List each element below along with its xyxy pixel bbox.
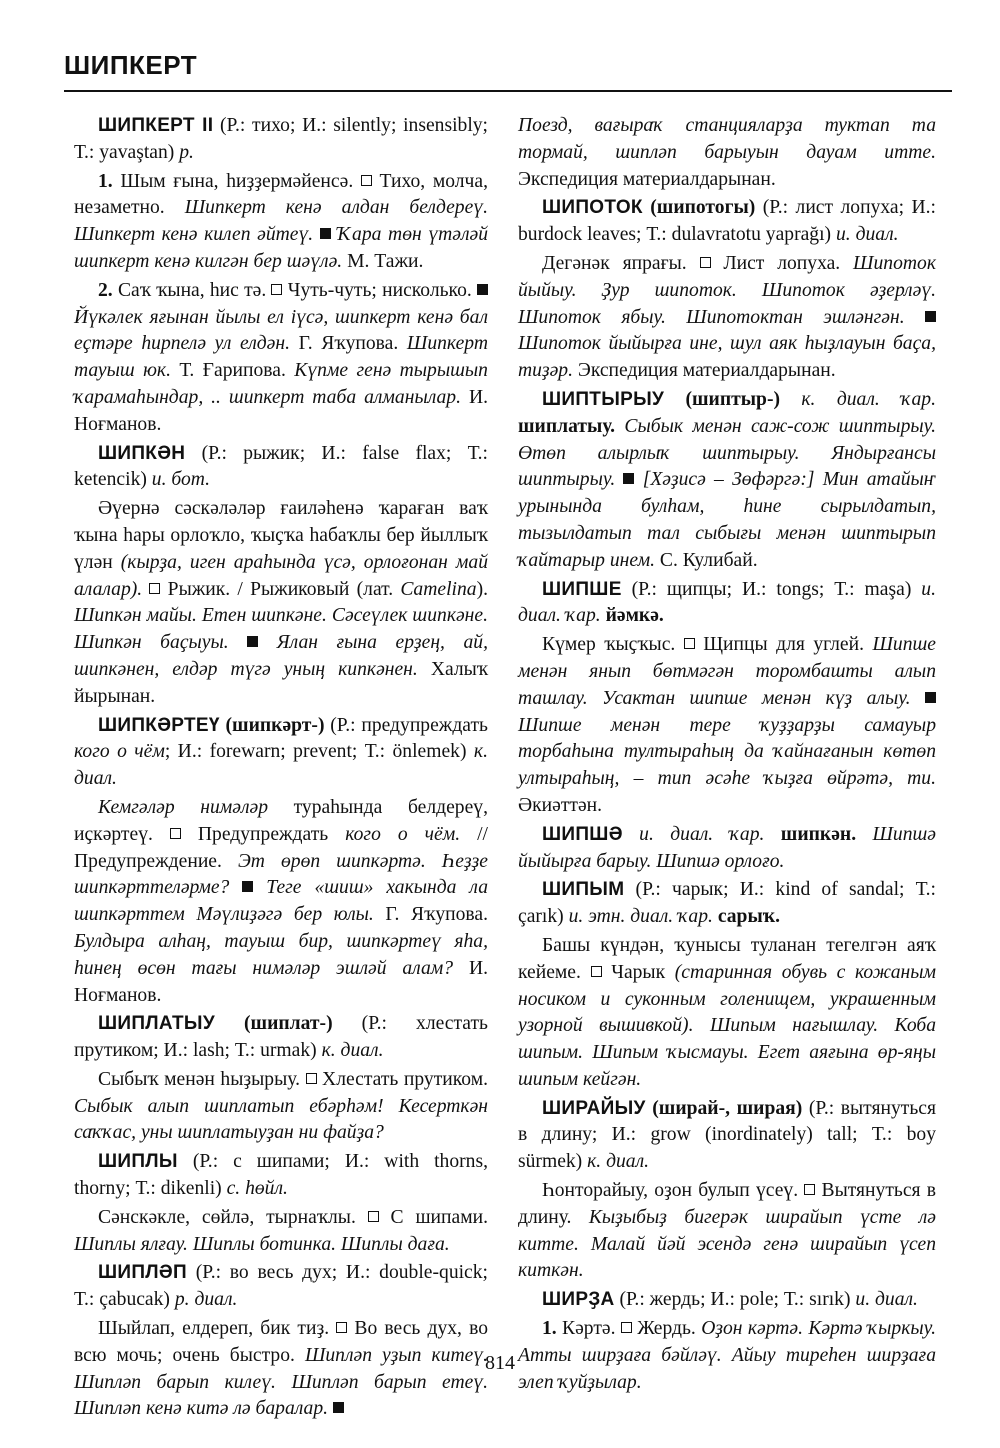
translation-marker-icon xyxy=(684,638,695,649)
entry-shiptyryu: ШИПТЫРЫУ (шиптыр-) к. диал. ҡар. шиплатыу. Сыбык менән саж-сож шиптырыу. Өтөп алырлыҡ шиптырыу. Яндырғансы шиптырыу. [Хәҙисә – Зөфәргә:] Мин атайыҥ урынында булһам, һине сырылдатып, тызылдатып тал сыбығы менән шиптырып ҡайтарыр инем. С. Кулибай. xyxy=(518,388,936,571)
definition: Кемгәләр нимәләр тураһында белдереү, иҫкәртеү. Предупреждать кого о чём. // Предупреждение. Эт өрөп шипкәртә. Һеҙҙе шипкәрттеләрме? Теге «шиш» хакында ла шипкәрттем Мәүлиҙәгә бер юлы. Г. Яҡупова. Булдыра алһаң, тауыш бир, шипкәртеү яһа, һинең өсөн тағы нимәләр эшләй алам? И. Ноғманов. xyxy=(74,796,489,1006)
translation-marker-icon xyxy=(700,257,711,268)
entry-shipshe-2: ШИПШӘ и. диал. ҡар. шипкән. Шипшә йыйырға барыу. Шипшә орлоғо. xyxy=(518,823,936,872)
translation-marker-icon xyxy=(591,966,602,977)
running-head xyxy=(64,48,952,92)
quotation-marker-icon xyxy=(477,284,488,295)
headword: ШИПЛАТЫУ xyxy=(98,1013,215,1035)
translation-marker-icon xyxy=(271,284,282,295)
headword: ШИПКӘРТЕҮ xyxy=(98,714,220,736)
quotation-marker-icon xyxy=(623,473,634,484)
headword: ШИРҘА xyxy=(542,1289,615,1311)
translation-marker-icon xyxy=(361,175,372,186)
left-column xyxy=(74,113,488,1425)
sense-2: 2. Саҡ ҡына, һис тә. Чуть-чуть; нисколько. Йүкәлек яғынан йылы ел іүсә, шипкерт кенә бал еҫтәре һирпелә ул елдән. Г. Яҡупова. Шипкерт тауыш юк. Т. Ғарипова. Күпме генә тырышып ҡарамаһындар, .. шипкерт таба алманылар. И. Ноғманов. xyxy=(74,279,488,435)
entry-shiplatyu: ШИПЛАТЫУ (шиплат-) (Р.: хлестать прутиком; И.: lash; Т.: urmak) к. диал. xyxy=(74,1013,488,1062)
definition: Сыбыҡ менән һыҙырыу. Хлестать прутиком. Сыбык алып шиплатып ебәрһәм! Кесерткән саҡҡас, уны шиплатыуҙан ни файҙа? xyxy=(74,1068,488,1144)
definition: Сәнскәкле, сөйлә, тырнаҡлы. С шипами. Шиплы ялғау. Шиплы ботинка. Шиплы даға. xyxy=(74,1206,489,1255)
translation-marker-icon xyxy=(368,1211,379,1222)
definition: Шыйлап, елдереп, бик тиҙ. Во весь дух, во всю мочь; очень быстро. Шипләп уҙып китеү. Шипләп барып килеү. Шипләп барып етеү. Шипләп кенә китә лә баралар. xyxy=(74,1318,488,1420)
headword: ШИПТЫРЫУ xyxy=(542,388,665,410)
quotation-marker-icon xyxy=(247,636,258,647)
entry-shipym: ШИПЫМ (Р.: чарык; И.: kind of sandal; Т.: çarık) и. этн. диал. ҡар. сарыҡ. xyxy=(518,879,936,928)
headword: ШИРАЙЫУ xyxy=(542,1097,646,1119)
quotation-marker-icon xyxy=(925,311,936,322)
headword: ШИПЛЫ xyxy=(98,1151,178,1173)
translation-marker-icon xyxy=(306,1073,317,1084)
sense-1: 1. Кәртә. Жердь. Оҙон кәртә. Кәртә ҡыркыу. Атты ширҙаға бәйләү. Айыу тиреһен ширҙаға элеп ҡуйҙылар. xyxy=(518,1318,936,1393)
headword: ШИПКӘН xyxy=(98,442,186,464)
translation-marker-icon xyxy=(804,1184,815,1195)
right-column xyxy=(518,113,936,1398)
headword: ШИПКЕРТ II xyxy=(98,115,214,136)
sense-1: 1. Шым ғына, һиҙҙермәйенсә. Тихо, молча, незаметно. Шипкерт кенә алдан белдереү. Шипкерт кенә килеп әйтеү. Ҡара төн үтәләй шипкерт кенә килгән бер шәүлә. М. Тажи. xyxy=(74,170,488,272)
entry-shirza: ШИРҘА (Р.: жердь; И.: pole; Т.: sırık) и. диал. xyxy=(542,1289,918,1311)
headword: ШИПОТОК xyxy=(542,197,643,219)
quotation-marker-icon xyxy=(333,1402,344,1413)
translation-marker-icon xyxy=(170,828,181,839)
entry-shiplep: ШИПЛӘП (Р.: во весь дух; И.: double-quick; Т.: çabucak) р. диал. xyxy=(74,1262,488,1311)
entry-shipkert: ШИПКЕРТ II (Р.: тихо; И.: silently; insensibly; Т.: yavaştan) р. xyxy=(74,115,488,163)
headword: ШИПЛӘП xyxy=(98,1262,187,1284)
page-number: 814 xyxy=(485,1352,515,1374)
definition: Һонторайыу, оҙон булып үсеү. Вытянуться в длину. Кыҙыбыҙ бигерәк ширайып үсте лә китте. Малай йәй эсендә генә ширайып үсеп киткән. xyxy=(518,1180,936,1282)
definition: Күмер ҡыҫҡыс. Щипцы для углей. Шипше менән янып бөтмәгән торомбашты алып ташлау. Усактан шипше менән күҙ алыу. Шипше менән тере ҡуҙҙарҙы самауыр торбаһына тултыраһың да ҡайнағанын көтөп ултыраһың, – тип әсәһе ҡыҙға өйрәтә, ти. Әкиәттән. xyxy=(518,634,937,816)
headword: ШИПЫМ xyxy=(542,879,625,901)
translation-marker-icon xyxy=(149,583,160,594)
quotation-continued: Поезд, вағыраҡ станцияларҙа туктап та тормай, шипләп барыуын дауам итте. Экспедиция материалдарынан. xyxy=(518,115,936,190)
entry-shipotok: ШИПОТОК (шипотогы) (Р.: лист лопуха; И.: burdock leaves; Т.: dulavratotu yaprağı) и. диал. xyxy=(518,197,936,246)
quotation-marker-icon xyxy=(320,228,331,239)
quotation-marker-icon xyxy=(925,692,936,703)
quotation-marker-icon xyxy=(242,881,253,892)
definition: Башы күндән, ҡунысы туланан тегелгән аяҡ кейеме. Чарык (старинная обувь с кожаным носиком и суконным голенищем, украшенным узорной вышивкой). Шипым нағышлау. Коба шипым. Шипым ҡысмауы. Егет аяғына өр-яңы шипым кейгән. xyxy=(518,934,937,1090)
definition: Дегәнәк япрағы. Лист лопуха. Шипоток йыйыу. Ҙур шипоток. Шипоток әҙерләү. Шипоток ябыу. Шипотоктан эшләнгән. Шипоток йыйырға ине, шул аяк һыҙлауын баҫа, тиҙәр. Экспедиция материалдарынан. xyxy=(518,252,936,382)
translation-marker-icon xyxy=(336,1322,347,1333)
definition: Әүернә сәскәләләр ғаиләһенә ҡараған ваҡ ҡына һары орлоҡло, ҡыҫҡа һабаҡлы бер йыллыҡ үлән (кырҙа, иген араһында үсә, орлоғонан май алалар). Рыжик. / Рыжиковый (лат. Camelina). Шипкән майы. Етен шипкәне. Сәсеүлек шипкәне. Шипкән баҫыуы. Ялан ғына ерҙең, ай, шипкәнен, елдәр түгә уның кипкәнен. Халыҡ йырынан. xyxy=(74,498,489,707)
headword: ШИПШЕ xyxy=(542,578,622,600)
entry-shiply: ШИПЛЫ (Р.: с шипами; И.: with thorns, thorny; Т.: dikenli) с. һөйл. xyxy=(74,1151,488,1200)
entry-shirayyu: ШИРАЙЫУ (ширай-, ширая) (Р.: вытянуться в длину; И.: grow (inordinately) tall; Т.: boy sürmek) к. диал. xyxy=(518,1097,936,1173)
entry-shipshe: ШИПШЕ (Р.: щипцы; И.: tongs; Т.: maşa) и. диал. ҡар. йәмкә. xyxy=(518,578,936,627)
headword: ШИПШӘ xyxy=(542,823,623,845)
entry-shipkerteu: ШИПКӘРТЕҮ (шипкәрт-) (Р.: предупреждать кого о чём; И.: forewarn; prevent; Т.: önlemek) к. диал. xyxy=(74,714,488,790)
entry-shipken: ШИПКӘН (Р.: рыжик; И.: false flax; Т.: ketencik) и. бот. xyxy=(74,442,488,491)
translation-marker-icon xyxy=(621,1322,632,1333)
running-head-title: ШИПКЕРТ xyxy=(64,50,198,80)
